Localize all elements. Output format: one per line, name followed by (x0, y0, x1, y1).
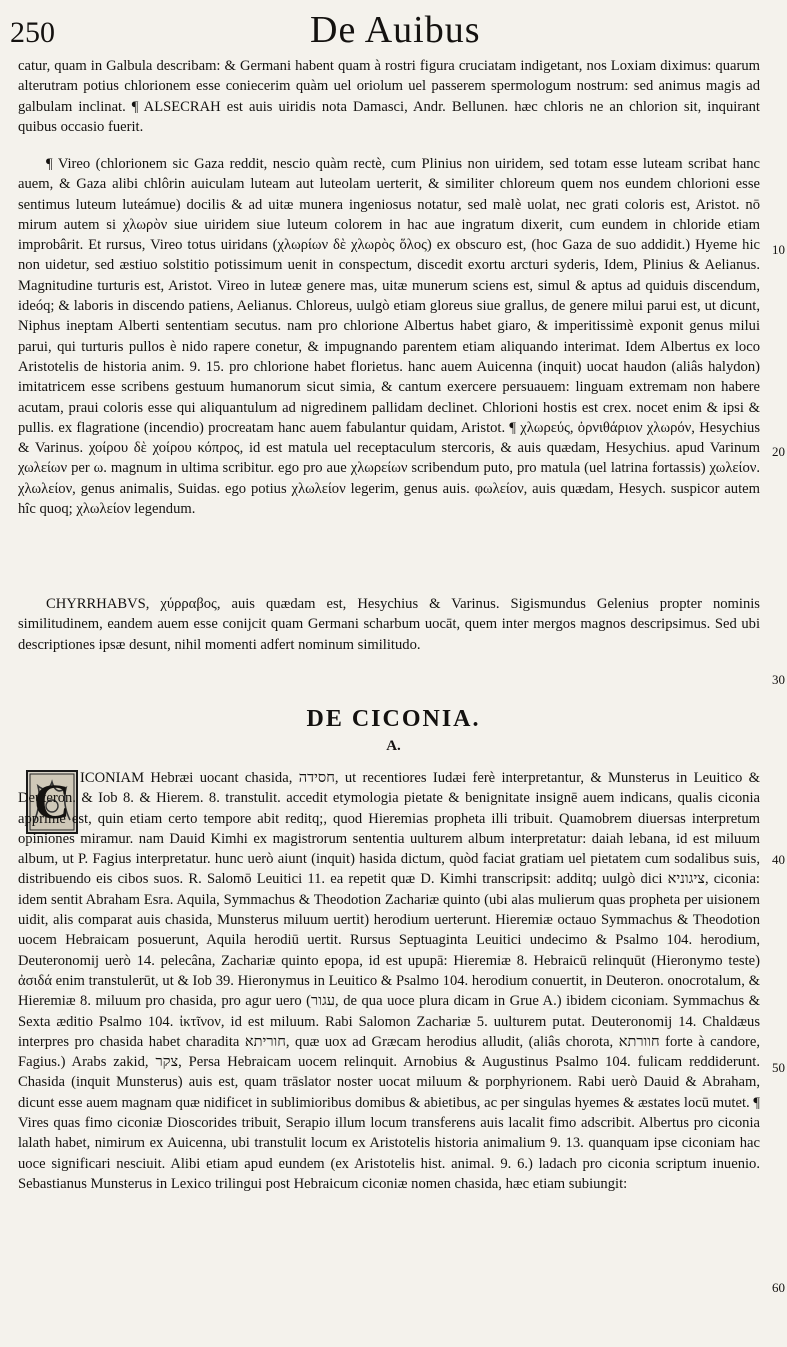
margin-line-number: 60 (772, 1280, 785, 1295)
paragraph-vireo-text: ¶ Vireo (chlorionem sic Gaza reddit, nescio quàm rectè, cum Plinius non uiridem, sed totam esse luteam scribat hanc auem, & Gaza alibi chlôrin auiculam luteam aut luteolam uerterit, & similiter chloreum quem nos eundem chlorioni esse sentimus luteum luteámue) docilis & ad uitæ munera ingeniosus notatur, sed malè uolat, nec grati coloris est, Aristot. nō mirum autem si χλωρὸν siue uiridem siue luteum colorem in hac aue ingratum dixerit, cum eundem in chloride etiam improbârit. Et rursus, Vireo totus uiridans (χλωρίων δὲ χλωρὸς ὅλος) ex obscuro est, (hoc Gaza de suo addidit.) Hyeme hic non uidetur, sed æstiuo solstitio potissimum uenit in conspectum, discedit exortu arcturi syderis, Idem, Plinius & Aelianus. Magnitudine turturis est, Aristot. Vireo in luteæ genere mas, uitæ munerum sciens est, simul & aptus ad quiduis discendum, ideóq; & laboris in discendo patiens, Aelianus. Chloreus, uulgò etiam gloreus siue grallus, de genere milui parui est, ut dicunt, Niphus ineptam Alberti sententiam secutus. nam pro chlorione Albertus habet giaro, & imperitissimè exponit genus milui parui, qui turturis pullos è nido rapere conetur, & impugnando parentem etiam aliquando interimat. Idem Albertus ex loco Aristotelis de historia anim. 9. 15. pro chlorione habet florietus. hanc auem Auicenna (inquit) uocat haudon (aliâs halydon) imitatricem esse scribens gestuum humanorum sicut simia, & cantum exercere persuauem: linguam extremam non habere acutam, praui coloris esse qui aliquantulum ad nigredinem pallidam declinet. Chlorioni hostis est crex. nocet enim & ipsi & pullis. ex flagratione (incendio) procreatam hanc auem fabulantur quidam, Aristot. ¶ χλωρεύς, ὀρνιθάριον χλωρόν, Hesychius & Varinus. χοίρου δὲ χοίρου κόπρος, id est matula uel receptaculum stercoris, & auis quædam, Hesychius. apud Varinum χωλείων per ω. magnum in ultima scribitur. ego pro aue χλωρείων scribendum puto, pro matula (uel latrina fortassis) χωλείον. χλωλείον, genus animalis, Suidas. ego potius χλωλείον legerim, genus auis. φωλείον, auis quædam, Hesych. suspicor autem hîc quoq; χλωλείον legendum. (18, 156, 760, 518)
initial-letter: C (34, 773, 71, 829)
margin-line-number: 20 (772, 444, 785, 459)
paragraph-chyrrhabus-text: CHYRRHABVS, χύρραβος, auis quædam est, Hesychius & Varinus. Sigismundus Gelenius propter nominis similitudinem, eandem auem esse conijcit quam Germani scharbum uocāt, quem inter mergos magnos descripsimus. Sed ubi descriptiones ipsæ desunt, nihil momenti adfert nominum similitudo. (18, 596, 760, 653)
margin-line-number: 10 (772, 242, 785, 257)
running-title: De Auibus (310, 9, 481, 51)
margin-line-number: 40 (772, 852, 785, 867)
page-number: 250 (10, 16, 55, 49)
margin-line-number: 30 (772, 672, 785, 687)
paragraph-ciconia-text: ICONIAM Hebræi uocant chasida, חסידה, ut recentiores Iudæi ferè interpretantur, & Munsterus in Leuitico & Deuteron. & Iob 8. & Hierem. 8. transtulit. accedit etymologia pietate & benignitate insignē auem indicans, qualis ciconia apprime est, quin etiam certo tempore abit reditq;, quod Hieremias propheta illi tribuit. Quamobrem diuersas interpretum opiniones miramur. nam Dauid Kimhi ex magistrorum sententia uulturem album interpretatur: daiah lebana, id est miluum album, ut P. Fagius interpretatur. hunc uerò aiunt (inquit) hasida dictum, quòd faciat gratiam uel pietatem cum sodalibus suis, distribuendo eis cibos suos. R. Salomō Leuitici 11. ea repetit quæ D. Kimhi transcripsit: additq; uulgò dici ציגוניא, ciconia: idem sentit Abraham Esra. Aquila, Symmachus & Theodotion Zachariæ quinto (ubi alas mulierum quas propheta per uisionem uidit, alis comparat auis chasida, Munsterus miluum uertit) herodium uerterunt. Hieremiæ octauo Symmachus & Theodotion uocem Hebraicam posuerunt, Aquila herodiū uertit. Rursus Septuaginta Leuitici undecimo & Psalmo 104. herodium, Deuteronomij uerò 14. pelecâna, Zachariæ quinto epopa, id est upupā: Hieremiæ 8. Hebraicū relinquūt (Hieronymo teste) ἀσιδά enim transtulerūt, ut & Iob 39. Hieronymus in Leuitico & Psalmo 104. herodium conuertit, in Deuteron. onocrotalum, & Hieremiæ 8. miluum pro chasida, pro agur uero (עגור, de qua uoce plura dicam in Grue A.) ibidem ciconiam. Symmachus & Sexta æditio Psalmo 104. ἰκτῖνον, id est miluum. Rabi Salomon Zachariæ 5. uulturem putat. Deuteronomij 14. Chaldæus interpres pro chasida habet charadita חוריתא, quæ uox ad Græcam herodius alludit, (aliâs chorota, חוורתא forte à candore, Fagius.) Arabs zakid, צקר, Persa Hebraicam uocem relinquit. Arnobius & Augustinus Psalmo 104. fulicam reddiderunt. Chasida (inquit Munsterus) auis est, quam trāslator noster uocat miluum & porphyrionem. Rabi uerò Dauid & Abraham, dicunt esse auem magnam quæ nidificet in sublimioribus domibus & abietibus, ac per singulas hyemes & æstates locū mutet. ¶ Vires quas fimo ciconiæ Dioscorides tribuit, Serapio illum locum transferens auis lacalit fimo adscribit. Albertus pro ciconia lalath habet, nimirum ex Auicenna, ubi transtulit locum ex Aristotelis historia animalium 9. 13. quanquam ipse ciconiam hac uoce significari nesciuit. Alibi etiam apud eundem (ex Aristotelis hist. animal. 9. 6.) ladach pro ciconia scriptum inuenio. Sebastianus Munsterus in Lexico trilingui post Hebraicum ciconiæ nomen chasida, hæc etiam subiungit: (18, 770, 761, 1192)
paragraph-galbula-text: catur, quam in Galbula describam: & Germani habent quam à rostri figura cruciatam indigetant, nos Loxiam diximus: quarum alterutram potius chlorionem esse coniecerim quàm uel oriolum uel passerem spermologum nostrum: sed animus magis ad galbulam inclinat. ¶ ALSECRAH est auis uiridis nota Damasci, Andr. Bellunen. hæc chloris ne an chlorion sit, inquirant quibus occasio fuerit. (18, 58, 760, 135)
page-header (10, 8, 767, 52)
paragraph-vireo (18, 154, 760, 519)
section-title: DE CICONIA. (306, 706, 481, 732)
paragraph-ciconia (18, 768, 760, 1194)
margin-line-number: 50 (772, 1060, 785, 1075)
paragraph-chyrrhabus (18, 594, 760, 655)
paragraph-galbula (18, 56, 760, 137)
section-subtitle: A. (386, 738, 401, 754)
